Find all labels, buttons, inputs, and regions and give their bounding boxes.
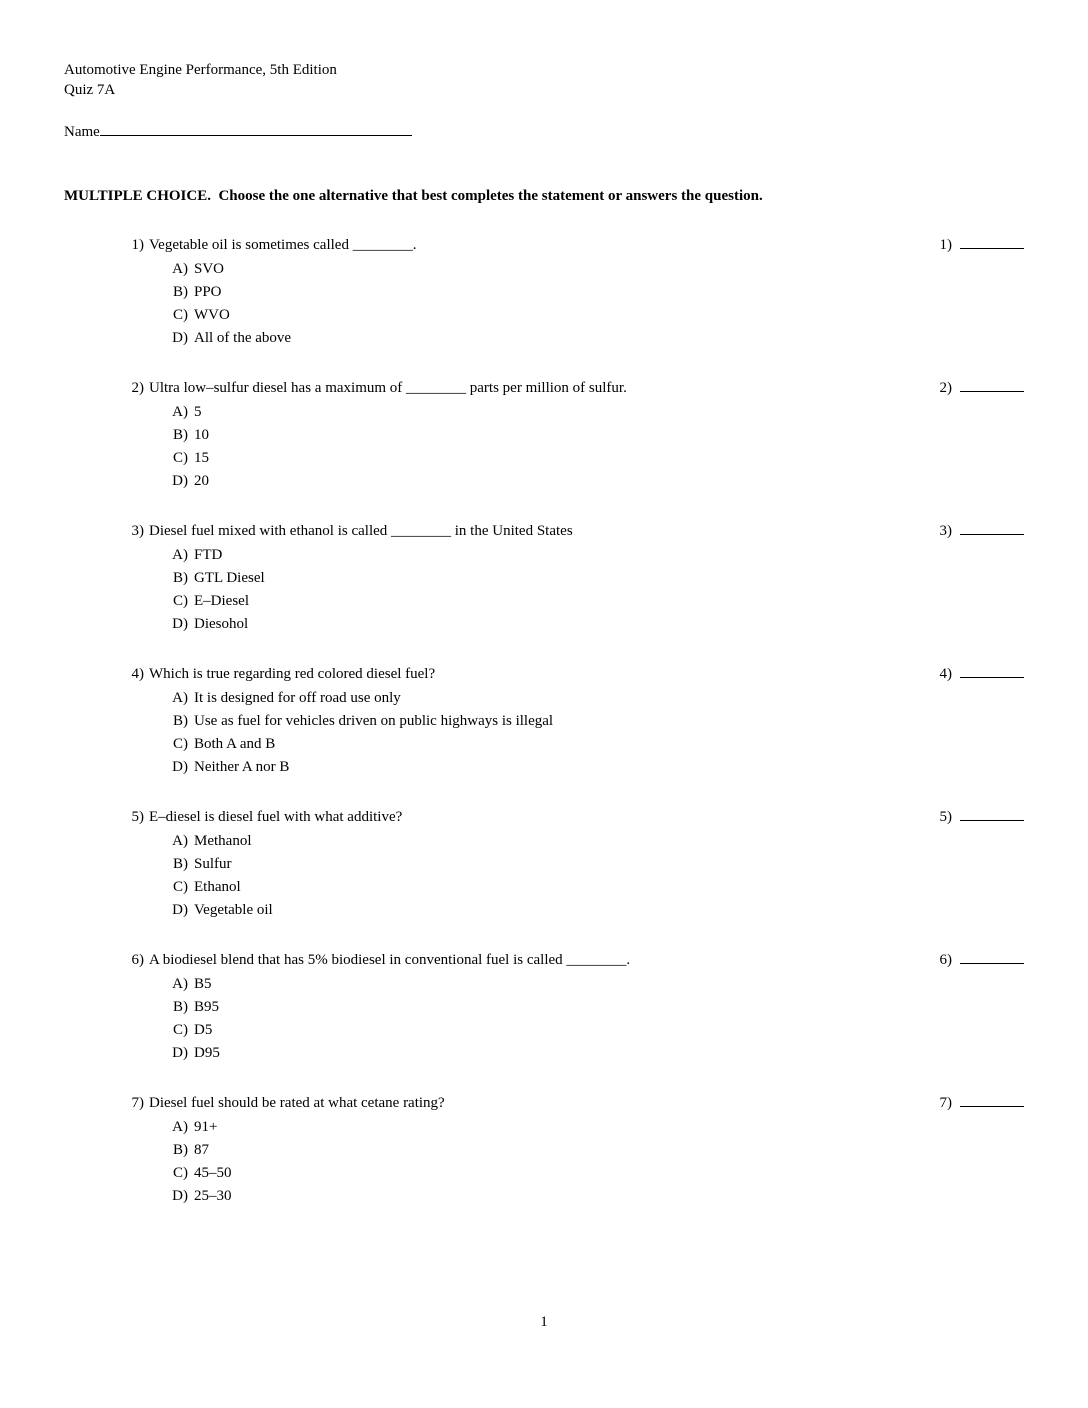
option-b: [64, 996, 1024, 1019]
option-a: [64, 401, 1024, 424]
option-text: Both A and B: [194, 736, 276, 752]
option-d: [64, 470, 1024, 493]
option-text: 15: [194, 450, 209, 466]
option-label: B): [173, 570, 188, 586]
question-text: Diesel fuel should be rated at what cetane rating?: [149, 1095, 445, 1111]
options-list: [64, 973, 1024, 1065]
option-text: D5: [194, 1022, 213, 1038]
question-row: [64, 377, 1024, 400]
option-d: [64, 899, 1024, 922]
options-list: [64, 1116, 1024, 1208]
option-label: B): [173, 427, 188, 443]
question-stem: [64, 949, 940, 972]
option-text: Neither A nor B: [194, 759, 290, 775]
option-d: [64, 1042, 1024, 1065]
option-c: [64, 733, 1024, 756]
option-label: A): [172, 404, 188, 420]
option-text: Vegetable oil: [194, 902, 273, 918]
option-text: WVO: [194, 307, 230, 323]
option-text: 5: [194, 404, 202, 420]
answer-blank-line: [960, 665, 1024, 678]
option-text: Sulfur: [194, 856, 232, 872]
question-text: E–diesel is diesel fuel with what additive?: [149, 809, 403, 825]
answer-number: 6): [939, 952, 952, 968]
option-text: Methanol: [194, 833, 252, 849]
option-label: D): [172, 902, 188, 918]
question-number: 7): [131, 1095, 144, 1111]
option-label: A): [172, 833, 188, 849]
answer-number: 1): [939, 237, 952, 253]
option-text: 25–30: [194, 1188, 232, 1204]
option-text: 20: [194, 473, 209, 489]
option-label: B): [173, 713, 188, 729]
question-stem: [64, 806, 940, 829]
option-a: [64, 830, 1024, 853]
option-label: D): [172, 473, 188, 489]
answer-number: 4): [939, 666, 952, 682]
option-b: [64, 1139, 1024, 1162]
question-number: 1): [131, 237, 144, 253]
option-text: It is designed for off road use only: [194, 690, 401, 706]
question-row: [64, 520, 1024, 543]
answer-area: [940, 949, 1025, 972]
answer-blank-line: [960, 1094, 1024, 1107]
question-row: [64, 234, 1024, 257]
question-text: A biodiesel blend that has 5% biodiesel in conventional fuel is called ________.: [149, 952, 631, 968]
option-text: Ethanol: [194, 879, 241, 895]
option-text: SVO: [194, 261, 225, 277]
answer-blank-line: [960, 379, 1024, 392]
option-text: 87: [194, 1142, 209, 1158]
option-c: [64, 590, 1024, 613]
question-6: [64, 949, 1024, 1065]
answer-area: [940, 1092, 1025, 1115]
document-header: [64, 60, 1024, 100]
option-text: All of the above: [194, 330, 292, 346]
section-heading: MULTIPLE CHOICE. Choose the one alternative that best completes the statement or answers the question.: [64, 188, 763, 204]
question-row: [64, 1092, 1024, 1115]
option-text: E–Diesel: [194, 593, 249, 609]
option-c: [64, 1162, 1024, 1185]
option-label: C): [173, 879, 188, 895]
question-number: 3): [131, 523, 144, 539]
question-text: Ultra low–sulfur diesel has a maximum of ________ parts per million of sulfur.: [149, 380, 627, 396]
question-7: [64, 1092, 1024, 1208]
answer-number: 5): [939, 809, 952, 825]
answer-area: [940, 520, 1025, 543]
quiz-subtitle: Quiz 7A: [64, 82, 116, 98]
question-4: [64, 663, 1024, 779]
answer-number: 2): [939, 380, 952, 396]
option-c: [64, 1019, 1024, 1042]
answer-number: 7): [939, 1095, 952, 1111]
option-label: D): [172, 330, 188, 346]
options-list: [64, 401, 1024, 493]
option-label: D): [172, 759, 188, 775]
options-list: [64, 830, 1024, 922]
option-text: PPO: [194, 284, 222, 300]
question-text: Which is true regarding red colored diesel fuel?: [149, 666, 436, 682]
answer-area: [940, 377, 1025, 400]
questions-list: [64, 234, 1024, 1208]
option-text: FTD: [194, 547, 223, 563]
option-label: D): [172, 1188, 188, 1204]
option-a: [64, 1116, 1024, 1139]
question-stem: [64, 234, 940, 257]
answer-area: [940, 806, 1025, 829]
name-blank-line: [100, 123, 412, 136]
name-row: [64, 122, 1024, 142]
option-a: [64, 973, 1024, 996]
option-text: D95: [194, 1045, 220, 1061]
question-number: 2): [131, 380, 144, 396]
answer-blank-line: [960, 236, 1024, 249]
option-text: GTL Diesel: [194, 570, 265, 586]
option-text: B5: [194, 976, 212, 992]
option-label: A): [172, 690, 188, 706]
question-3: [64, 520, 1024, 636]
option-label: C): [173, 1022, 188, 1038]
option-label: D): [172, 616, 188, 632]
answer-number: 3): [939, 523, 952, 539]
option-text: 45–50: [194, 1165, 232, 1181]
option-d: [64, 1185, 1024, 1208]
option-label: B): [173, 1142, 188, 1158]
option-c: [64, 876, 1024, 899]
question-row: [64, 663, 1024, 686]
option-a: [64, 687, 1024, 710]
page-number: 1: [540, 1314, 548, 1330]
option-label: C): [173, 450, 188, 466]
option-text: Use as fuel for vehicles driven on public highways is illegal: [194, 713, 554, 729]
question-5: [64, 806, 1024, 922]
options-list: [64, 258, 1024, 350]
question-number: 5): [131, 809, 144, 825]
option-b: [64, 710, 1024, 733]
options-list: [64, 544, 1024, 636]
option-label: C): [173, 307, 188, 323]
option-label: B): [173, 999, 188, 1015]
document-title: Automotive Engine Performance, 5th Edition: [64, 62, 337, 78]
answer-blank-line: [960, 808, 1024, 821]
question-text: Diesel fuel mixed with ethanol is called ________ in the United States: [149, 523, 573, 539]
option-b: [64, 424, 1024, 447]
option-text: Diesohol: [194, 616, 249, 632]
option-label: C): [173, 593, 188, 609]
option-text: B95: [194, 999, 220, 1015]
option-label: D): [172, 1045, 188, 1061]
option-label: A): [172, 976, 188, 992]
question-row: [64, 806, 1024, 829]
question-stem: [64, 520, 940, 543]
option-d: [64, 756, 1024, 779]
option-a: [64, 258, 1024, 281]
question-stem: [64, 1092, 940, 1115]
option-c: [64, 447, 1024, 470]
option-text: 10: [194, 427, 209, 443]
question-number: 4): [131, 666, 144, 682]
option-label: C): [173, 1165, 188, 1181]
option-b: [64, 281, 1024, 304]
answer-blank-line: [960, 951, 1024, 964]
option-d: [64, 327, 1024, 350]
options-list: [64, 687, 1024, 779]
option-a: [64, 544, 1024, 567]
option-label: A): [172, 547, 188, 563]
answer-area: [940, 663, 1025, 686]
question-stem: [64, 377, 940, 400]
option-d: [64, 613, 1024, 636]
question-2: [64, 377, 1024, 493]
option-label: B): [173, 856, 188, 872]
option-b: [64, 567, 1024, 590]
option-text: 91+: [194, 1119, 218, 1135]
option-label: B): [173, 284, 188, 300]
question-text: Vegetable oil is sometimes called ________.: [149, 237, 417, 253]
name-label: Name: [64, 124, 100, 140]
answer-blank-line: [960, 522, 1024, 535]
option-label: A): [172, 1119, 188, 1135]
question-number: 6): [131, 952, 144, 968]
option-b: [64, 853, 1024, 876]
question-1: [64, 234, 1024, 350]
answer-area: [940, 234, 1025, 257]
option-c: [64, 304, 1024, 327]
question-row: [64, 949, 1024, 972]
option-label: A): [172, 261, 188, 277]
question-stem: [64, 663, 940, 686]
option-label: C): [173, 736, 188, 752]
